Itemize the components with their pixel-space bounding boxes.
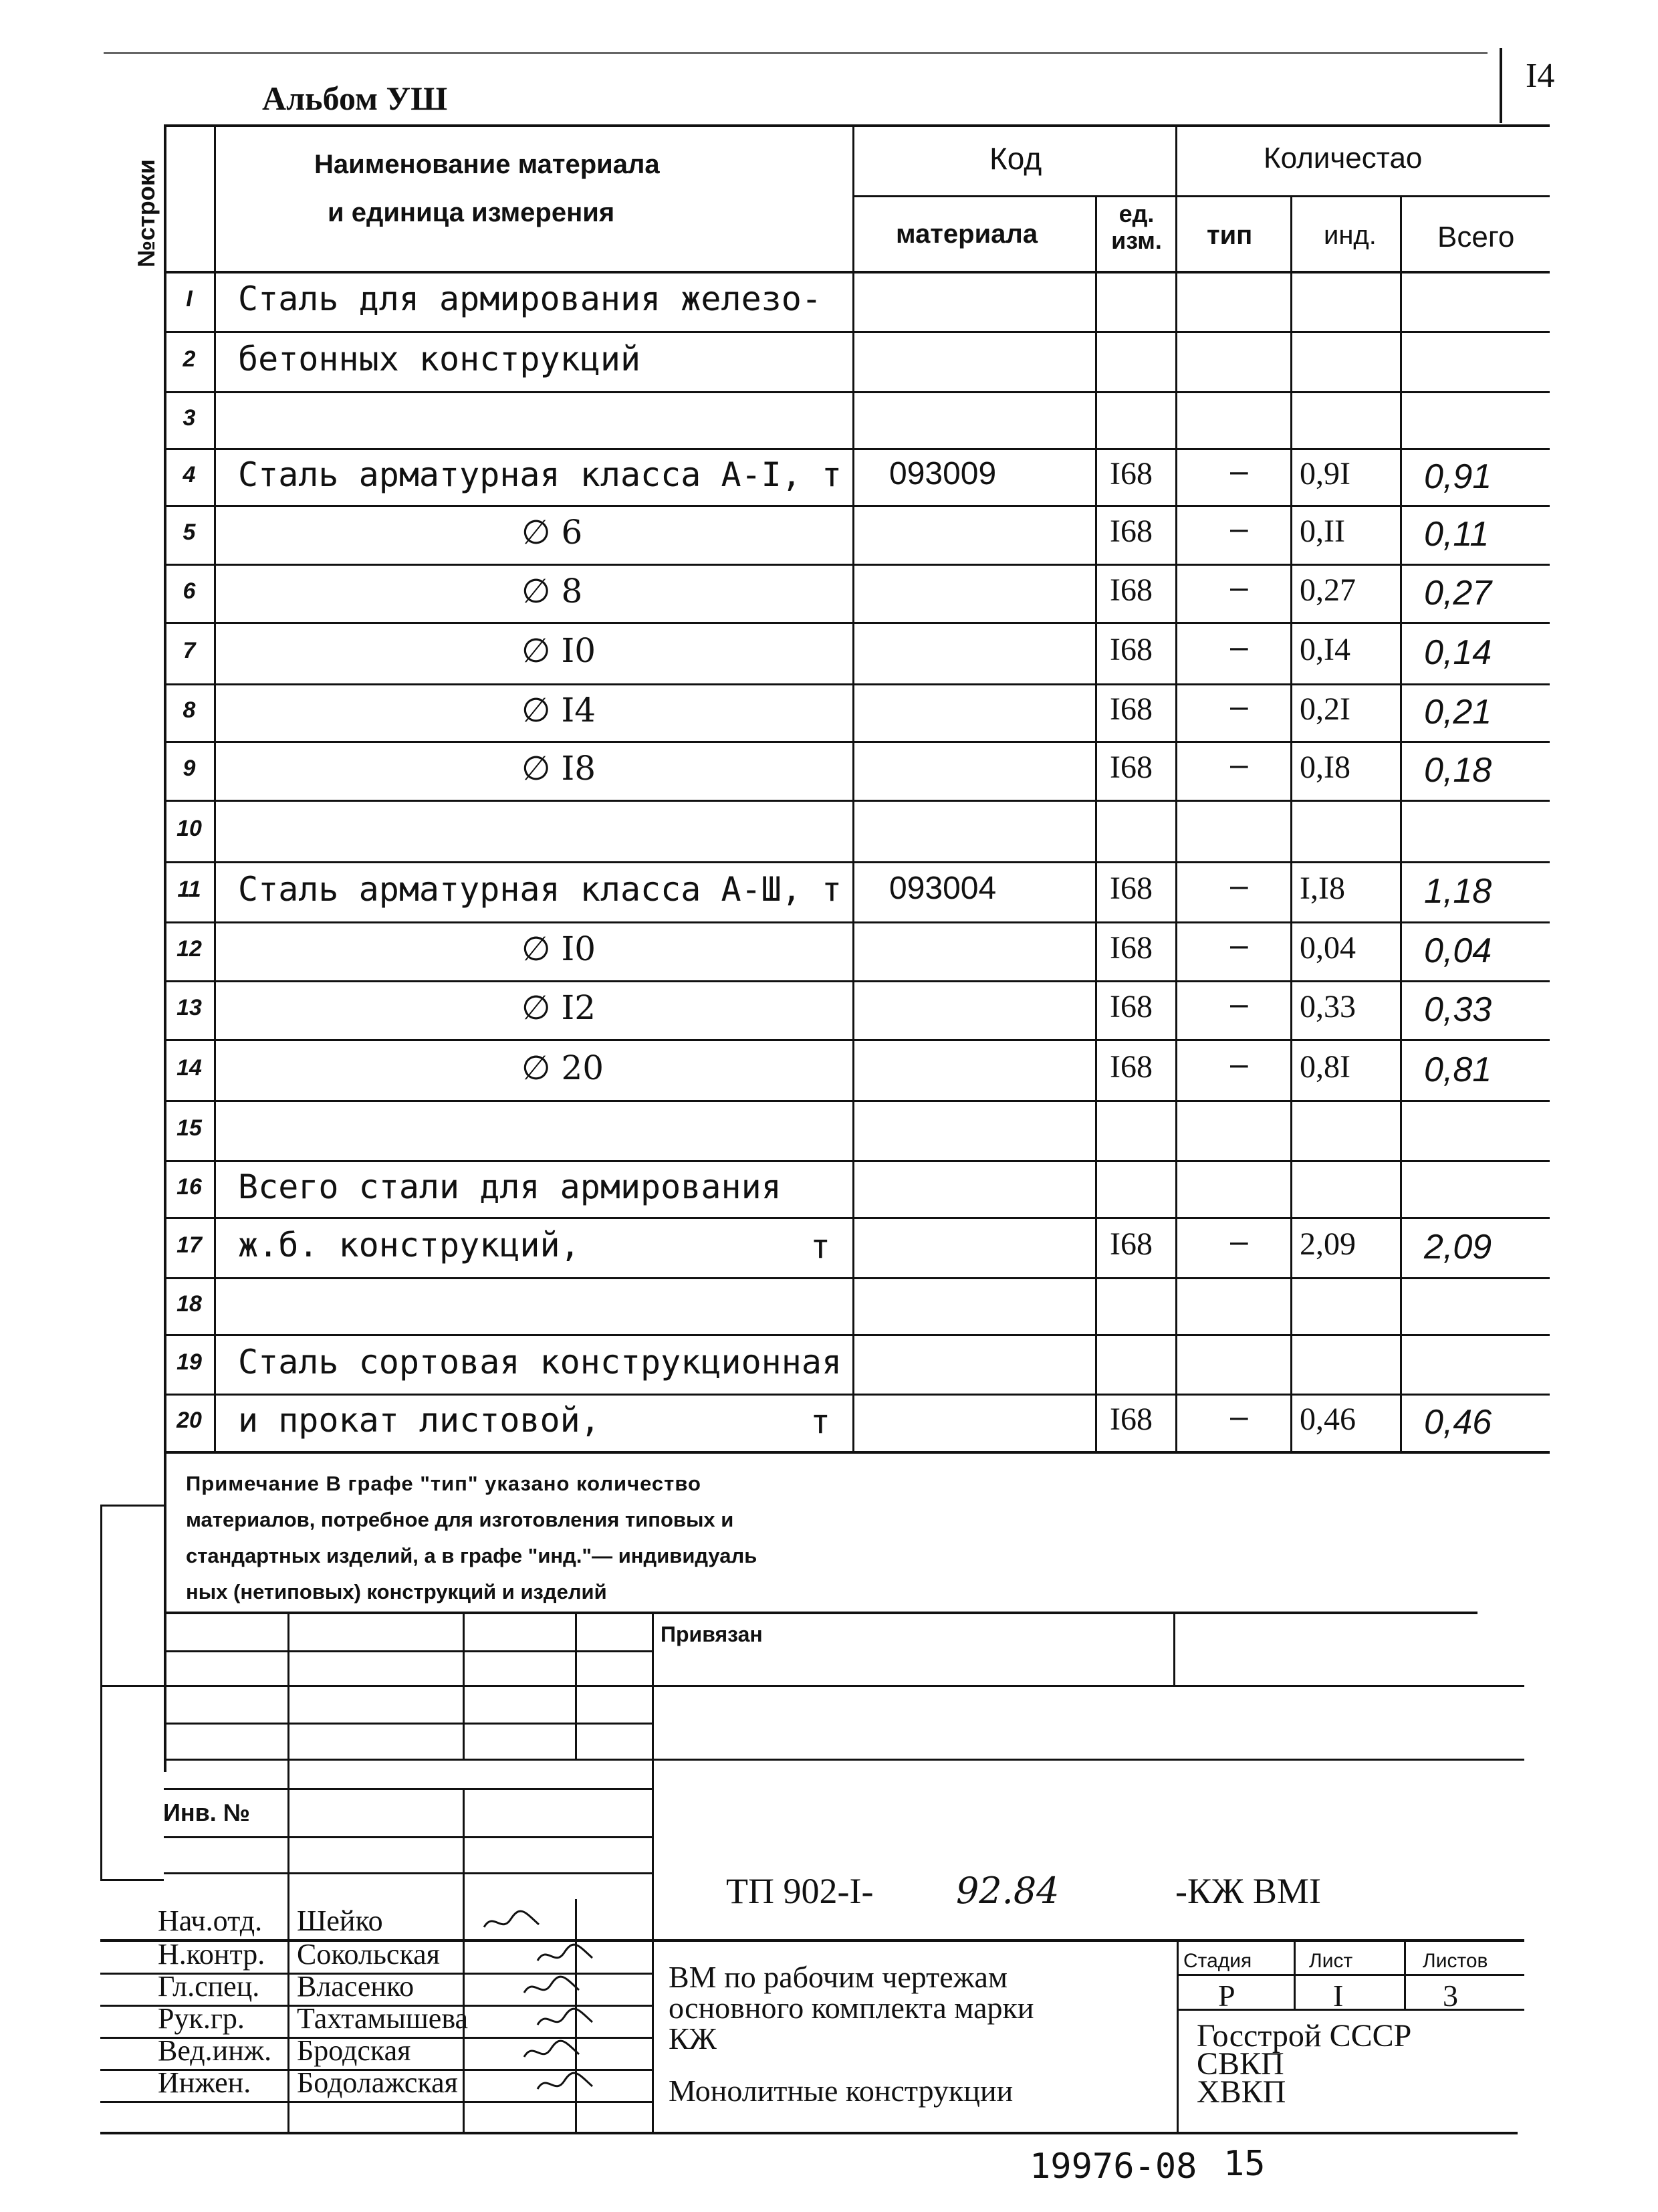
row-number: 12 <box>176 936 202 962</box>
row-unit: I68 <box>1110 1048 1153 1085</box>
staff-role: Нач.отд. <box>158 1904 263 1937</box>
row-ind: 0,33 <box>1300 989 1356 1024</box>
header-qty: Количестао <box>1264 142 1423 175</box>
row-total: 0,81 <box>1424 1050 1492 1089</box>
row-unit: I68 <box>1110 989 1153 1024</box>
table-rule <box>1175 124 1177 1451</box>
stamp-rule <box>100 1505 102 1879</box>
row-number: 17 <box>176 1232 202 1258</box>
staff-role: Вед.инж. <box>158 2034 272 2067</box>
stamp-rule <box>100 1879 164 1881</box>
row-typ: – <box>1230 453 1248 489</box>
table-rule <box>164 564 1550 566</box>
sheets-label: Листов <box>1423 1950 1488 1972</box>
row-number: 11 <box>177 877 201 902</box>
table-rule <box>852 195 1550 197</box>
row-total: 0,46 <box>1424 1403 1492 1442</box>
stamp-rule <box>164 1759 652 1761</box>
doc-code-number: 92.84 <box>955 1870 1060 1912</box>
stamp-rule <box>164 1836 652 1838</box>
staff-name: Тахтамышева <box>297 2002 469 2035</box>
header-ind: инд. <box>1324 221 1377 250</box>
row-code: 093004 <box>889 871 997 906</box>
row-ind: 0,2I <box>1300 691 1350 727</box>
table-rule <box>164 1334 1550 1336</box>
row-total: 0,27 <box>1424 573 1492 613</box>
table-rule <box>214 124 216 1451</box>
row-name: Всего стали для армирования <box>238 1167 782 1206</box>
row-number: 15 <box>176 1115 202 1141</box>
row-ind: 0,I8 <box>1300 750 1350 785</box>
row-number: 8 <box>183 697 196 723</box>
privyazan-label: Привязан <box>661 1622 763 1646</box>
row-name-unit: т <box>810 1227 831 1266</box>
row-number: 14 <box>176 1055 202 1081</box>
row-number: 2 <box>183 346 196 372</box>
row-number: 3 <box>183 405 196 431</box>
stamp-rule <box>1177 1974 1524 1976</box>
table-rule <box>164 980 1550 982</box>
staff-role: Н.контр. <box>158 1938 265 1971</box>
row-number: 5 <box>183 520 196 545</box>
row-unit: I68 <box>1110 1226 1153 1262</box>
row-name: бетонных конструкций <box>238 340 641 378</box>
table-rule <box>164 124 1550 127</box>
row-typ: – <box>1230 1046 1248 1082</box>
note-line-3: стандартных изделий, а в графе "инд."— индивидуаль <box>186 1544 757 1567</box>
staff-name: Шейко <box>297 1904 383 1937</box>
row-number: 7 <box>183 638 196 663</box>
row-unit: I68 <box>1110 632 1153 667</box>
note-line-1: Примечание В графе "тип" указано количество <box>186 1472 701 1495</box>
row-number: 9 <box>183 756 196 781</box>
header-name-line2: и единица измерения <box>328 198 615 227</box>
row-number: 6 <box>183 578 196 604</box>
stamp-rule <box>164 1685 1524 1687</box>
stamp-rule <box>652 1612 654 2132</box>
stamp-rule <box>164 1872 652 1874</box>
staff-role: Гл.спец. <box>158 1970 260 2003</box>
sheet-value: I <box>1333 1979 1344 2013</box>
table-rule <box>164 448 1550 450</box>
sheet-title-line1: ВМ по рабочим чертежам <box>669 1960 1008 1994</box>
row-ind: 2,09 <box>1300 1226 1356 1262</box>
note-line-4: ных (нетиповых) конструкций и изделий <box>186 1580 607 1603</box>
stamp-rule <box>1177 1939 1179 2132</box>
table-rule <box>1095 195 1097 1451</box>
stamp-rule <box>164 1612 1477 1614</box>
row-number: I <box>186 286 193 312</box>
organization <box>1197 2018 1412 2110</box>
row-unit: I68 <box>1110 1402 1153 1437</box>
table-rule <box>164 1394 1550 1396</box>
row-unit: I68 <box>1110 514 1153 549</box>
sheets-value: 3 <box>1443 1979 1458 2013</box>
signature-icon <box>535 2069 595 2098</box>
row-number: 19 <box>176 1349 202 1375</box>
header-material: материала <box>896 219 1038 249</box>
stamp-rule <box>463 1788 465 2132</box>
org-line3: ХВКП <box>1197 2074 1286 2110</box>
row-number: 10 <box>176 816 202 841</box>
signature-icon <box>535 1941 595 1970</box>
stamp-rule <box>652 1759 1524 1761</box>
stamp-rule <box>164 1650 652 1652</box>
row-ind: 0,27 <box>1300 572 1356 608</box>
row-unit: I68 <box>1110 750 1153 785</box>
header-total: Всего <box>1437 221 1515 253</box>
sheet-title-line4: Монолитные конструкции <box>669 2074 1014 2108</box>
row-unit: I68 <box>1110 930 1153 966</box>
header-code: Код <box>989 141 1042 176</box>
stamp-rule <box>1173 1612 1175 1685</box>
table-rule <box>164 800 1550 802</box>
stamp-rule <box>463 1612 465 1759</box>
staff-name: Сокольская <box>297 1938 440 1971</box>
staff-role: Инжен. <box>158 2066 251 2099</box>
row-total: 0,11 <box>1424 515 1490 554</box>
doc-code-suffix: -КЖ ВМI <box>1175 1871 1321 1911</box>
table-rule <box>164 861 1550 863</box>
archive-number: 19976-08 <box>1030 2146 1197 2187</box>
row-name: Сталь сортовая конструкционная <box>238 1342 842 1381</box>
org-line1: Госстрой СССР <box>1197 2018 1412 2054</box>
sheet-label: Лист <box>1309 1950 1353 1972</box>
signature-icon <box>521 2037 582 2066</box>
row-typ: – <box>1230 629 1248 665</box>
stamp-rule <box>100 1505 164 1507</box>
doc-code <box>726 1870 1321 1912</box>
row-code: 093009 <box>889 455 997 491</box>
row-number: 20 <box>176 1408 202 1433</box>
table-rule <box>164 505 1550 507</box>
table-rule <box>164 921 1550 923</box>
row-name: и прокат листовой, <box>238 1401 600 1440</box>
sheet-title-line3: КЖ <box>669 2021 717 2056</box>
table-rule <box>164 271 1550 273</box>
row-name-unit: т <box>810 1402 831 1441</box>
stamp-rule <box>164 1723 652 1725</box>
sheet-title <box>669 1962 1034 2106</box>
signature-icon <box>535 2005 595 2034</box>
stamp-rule <box>1294 1939 1296 2009</box>
header-name-line1: Наименование материала <box>314 150 660 179</box>
row-unit: I68 <box>1110 572 1153 608</box>
table-rule <box>164 1160 1550 1162</box>
table-rule <box>164 1100 1550 1102</box>
row-total: 0,91 <box>1424 457 1492 496</box>
row-typ: – <box>1230 511 1248 546</box>
stage-value: Р <box>1218 1979 1235 2013</box>
note-line-2: материалов, потребное для изготовления типовых и <box>186 1508 734 1531</box>
header-row-number: №строки <box>132 159 160 267</box>
row-ind: I,I8 <box>1300 871 1345 906</box>
row-name: Сталь для армирования железо- <box>238 280 822 318</box>
table-rule <box>1290 195 1292 1451</box>
header-typ: тип <box>1207 221 1253 250</box>
row-typ: – <box>1230 1224 1248 1259</box>
row-name: ∅ I0 <box>521 929 596 968</box>
row-total: 0,04 <box>1424 931 1492 970</box>
row-ind: 0,9I <box>1300 455 1350 491</box>
row-total: 1,18 <box>1424 872 1492 911</box>
row-total: 0,33 <box>1424 990 1492 1029</box>
row-typ: – <box>1230 689 1248 724</box>
table-rule <box>164 741 1550 743</box>
row-typ: – <box>1230 986 1248 1022</box>
stamp-rule <box>575 1612 577 1759</box>
table-rule <box>164 391 1550 393</box>
row-total: 0,14 <box>1424 633 1492 672</box>
header-unit: ед. изм. <box>1111 200 1162 254</box>
row-unit: I68 <box>1110 455 1153 491</box>
row-total: 2,09 <box>1424 1228 1492 1266</box>
staff-name: Бродская <box>297 2034 411 2067</box>
row-typ: – <box>1230 927 1248 963</box>
row-name: ∅ I4 <box>521 691 596 730</box>
table-rule <box>1400 195 1402 1451</box>
signature-icon <box>481 1907 542 1937</box>
table-rule <box>164 1277 1550 1279</box>
row-typ: – <box>1230 747 1248 782</box>
staff-name: Бодолажская <box>297 2066 458 2099</box>
row-ind: 0,8I <box>1300 1048 1350 1085</box>
row-number: 13 <box>176 995 202 1020</box>
row-typ: – <box>1230 868 1248 903</box>
corner-page-number: I4 <box>1526 57 1555 95</box>
footer-page-number: 15 <box>1223 2144 1266 2184</box>
stamp-rule <box>164 1788 652 1790</box>
row-name: ∅ I2 <box>521 988 596 1027</box>
table-rule <box>164 124 166 1772</box>
stamp-rule <box>100 2132 1518 2134</box>
row-total: 0,18 <box>1424 751 1492 790</box>
stamp-rule <box>1404 1939 1406 2009</box>
row-ind: 0,II <box>1300 514 1345 549</box>
row-name: ∅ 8 <box>521 571 583 611</box>
stage-label: Стадия <box>1183 1950 1252 1972</box>
stamp-rule <box>100 2101 652 2103</box>
inv-no-label: Инв. № <box>163 1799 250 1826</box>
sheet-title-line2: основного комплекта марки <box>669 1991 1034 2025</box>
row-typ: – <box>1230 569 1248 605</box>
table-rule <box>164 1039 1550 1041</box>
row-name: ∅ 20 <box>521 1048 604 1087</box>
signature-icon <box>521 1973 582 2002</box>
row-number: 4 <box>183 461 196 487</box>
row-name: ж.б. конструкций, <box>238 1226 580 1264</box>
row-ind: 0,04 <box>1300 930 1356 966</box>
table-rule <box>164 331 1550 333</box>
stamp-rule <box>100 1685 164 1687</box>
table-rule <box>164 683 1550 685</box>
row-unit: I68 <box>1110 871 1153 906</box>
staff-name: Власенко <box>297 1970 414 2003</box>
row-name: ∅ 6 <box>521 513 583 552</box>
row-typ: – <box>1230 1399 1248 1434</box>
table-rule <box>164 622 1550 624</box>
stamp-rule <box>287 1612 289 2132</box>
row-name: Сталь арматурная класса А-Ш, т <box>238 870 842 909</box>
table-rule <box>852 124 854 1451</box>
doc-code-prefix: ТП 902-I- <box>726 1871 874 1911</box>
row-name: ∅ I8 <box>521 749 596 788</box>
row-name: ∅ I0 <box>521 631 596 670</box>
row-total: 0,21 <box>1424 693 1492 732</box>
org-line2: СВКП <box>1197 2046 1284 2082</box>
row-ind: 0,I4 <box>1300 632 1350 667</box>
row-ind: 0,46 <box>1300 1402 1356 1437</box>
row-number: 18 <box>176 1291 202 1317</box>
row-name: Сталь арматурная класса А-I, т <box>238 455 842 494</box>
album-label: Альбом УШ <box>262 80 448 117</box>
row-number: 16 <box>176 1174 202 1200</box>
row-unit: I68 <box>1110 691 1153 727</box>
table-rule <box>164 1217 1550 1219</box>
note-block <box>186 1466 1055 1610</box>
table-rule <box>164 1451 1550 1454</box>
staff-role: Рук.гр. <box>158 2002 245 2035</box>
